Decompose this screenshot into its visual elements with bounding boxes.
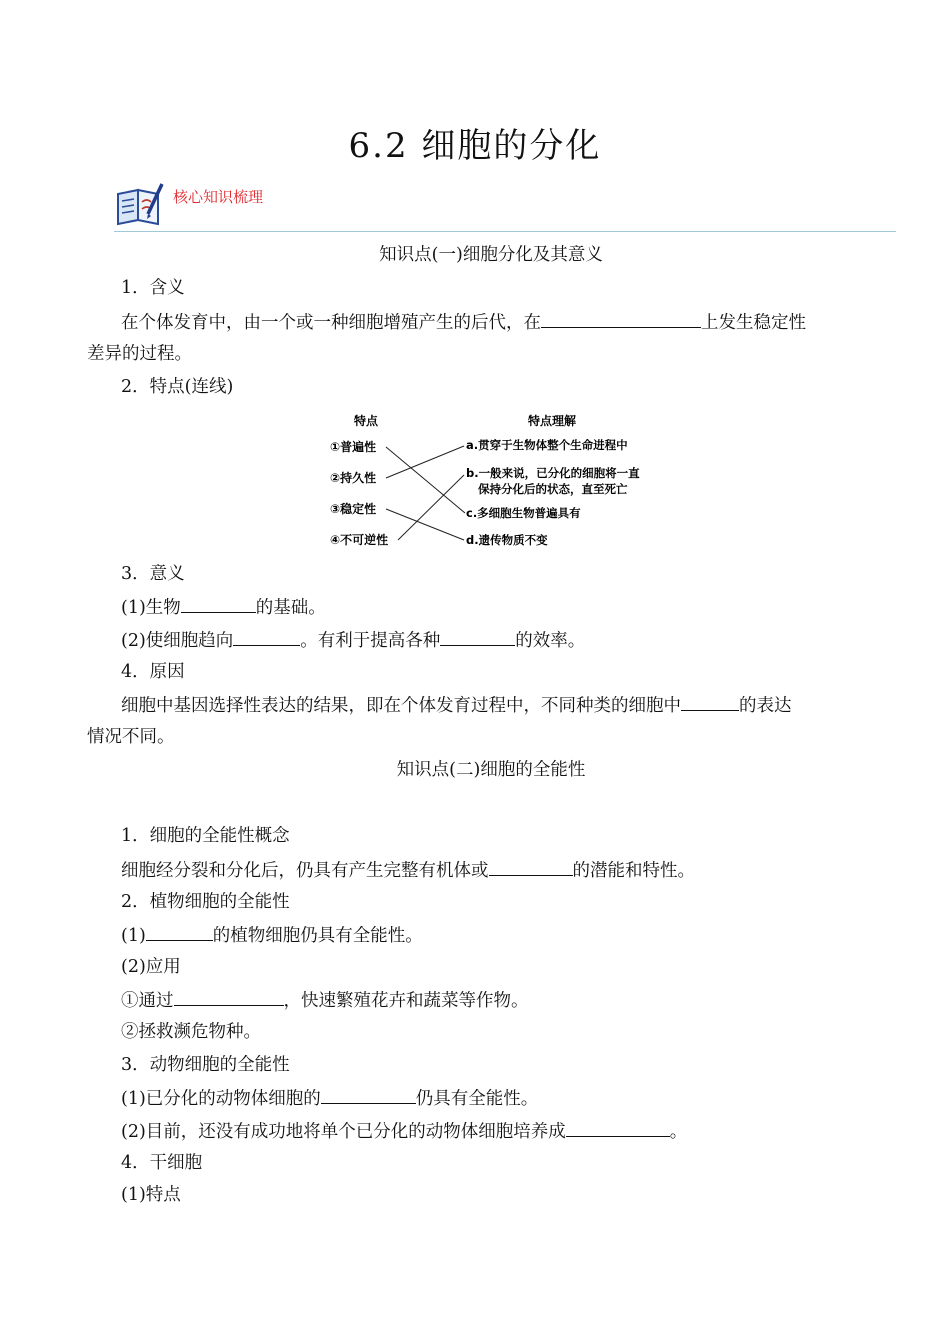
p3-title: 3．意义 [121, 564, 185, 584]
p4-line1 [121, 692, 792, 718]
answer-blank[interactable] [174, 987, 284, 1006]
answer-blank[interactable] [489, 857, 573, 876]
q2-line3 [121, 987, 529, 1013]
banner-divider [114, 231, 896, 232]
section1-heading: 知识点(一)细胞分化及其意义 [379, 245, 603, 265]
q3-line2 [121, 1118, 687, 1144]
p3-line2-text-b: 。有利于提高各种 [300, 631, 441, 651]
p3-line2 [121, 627, 585, 653]
p1-line1-text-a: 在个体发育中，由一个或一种细胞增殖产生的后代，在 [121, 313, 541, 333]
p1-line2: 差异的过程。 [87, 344, 192, 364]
diagram-left-item: ③稳定性 [330, 502, 377, 516]
q3-line1-text-a: (1)已分化的动物体细胞的 [121, 1089, 321, 1109]
q2-line1-text-b: 的植物细胞仍具有全能性。 [212, 926, 423, 946]
q1-line [121, 857, 695, 883]
answer-blank[interactable] [681, 692, 739, 711]
p3-line2-text-c: 的效率。 [515, 631, 586, 651]
answer-blank[interactable] [181, 594, 256, 613]
notebook-pen-icon [114, 180, 166, 226]
answer-blank[interactable] [233, 627, 300, 646]
q3-line1 [121, 1085, 538, 1111]
diagram-left-header: 特点 [354, 414, 379, 428]
p4-line1-text-a: 细胞中基因选择性表达的结果，即在个体发育过程中，不同种类的细胞中 [121, 696, 681, 716]
p2-title: 2．特点(连线) [121, 377, 234, 397]
q3-line2-text-a: (2)目前，还没有成功地将单个已分化的动物体细胞培养成 [121, 1122, 566, 1142]
q2-line2: (2)应用 [121, 957, 181, 977]
q1-line-text-b: 的潜能和特性。 [572, 861, 695, 881]
p3-line1-text-a: (1)生物 [121, 598, 181, 618]
answer-blank[interactable] [146, 922, 213, 941]
q4-title: 4．干细胞 [121, 1153, 203, 1173]
q3-line1-text-b: 仍具有全能性。 [415, 1089, 539, 1109]
q2-line3-text-b: ，快速繁殖花卉和蔬菜等作物。 [283, 991, 529, 1011]
connector-line [386, 446, 464, 478]
p1-title: 1．含义 [121, 278, 185, 298]
diagram-right-item: b.一般来说，已分化的细胞将一直 [466, 466, 640, 480]
diagram-right-item: a.贯穿于生物体整个生命进程中 [466, 438, 628, 452]
diagram-right-item: c.多细胞生物普遍具有 [466, 506, 581, 520]
q2-line1-text-a: (1) [121, 926, 146, 946]
q1-line-text-a: 细胞经分裂和分化后，仍具有产生完整有机体或 [121, 861, 489, 881]
answer-blank[interactable] [541, 309, 701, 328]
matching-diagram [322, 409, 662, 554]
q2-line1 [121, 922, 423, 948]
q2-line4: ②拯救濒危物种。 [121, 1022, 261, 1042]
diagram-right-header: 特点理解 [528, 414, 577, 428]
p1-line1 [121, 309, 806, 335]
p4-line2: 情况不同。 [87, 727, 175, 747]
q2-title: 2．植物细胞的全能性 [121, 892, 290, 912]
q3-line2-text-b: 。 [669, 1122, 688, 1142]
answer-blank[interactable] [440, 627, 515, 646]
p3-line2-text-a: (2)使细胞趋向 [121, 631, 234, 651]
answer-blank[interactable] [321, 1085, 416, 1104]
q4-line1: (1)特点 [121, 1185, 181, 1205]
answer-blank[interactable] [566, 1118, 670, 1137]
q1-title: 1．细胞的全能性概念 [121, 826, 290, 846]
diagram-left-item: ②持久性 [330, 471, 377, 485]
q2-line3-text-a: ①通过 [121, 991, 174, 1011]
p4-title: 4．原因 [121, 662, 185, 682]
connector-line [386, 447, 465, 513]
p4-line1-text-b: 的表达 [739, 696, 792, 716]
section2-heading: 知识点(二)细胞的全能性 [396, 760, 586, 780]
diagram-right-item: d.遗传物质不变 [466, 533, 548, 547]
p3-line1-text-b: 的基础。 [255, 598, 326, 618]
p1-line1-text-b: 上发生稳定性 [701, 313, 806, 333]
banner-label: 核心知识梳理 [173, 188, 264, 206]
diagram-left-item: ①普遍性 [330, 440, 377, 454]
page-title: 6.2 细胞的分化 [348, 126, 602, 166]
diagram-right-item: 保持分化后的状态，直至死亡 [478, 482, 628, 496]
p3-line1 [121, 594, 326, 620]
diagram-left-item: ④不可逆性 [330, 533, 389, 547]
q3-title: 3．动物细胞的全能性 [121, 1055, 290, 1075]
